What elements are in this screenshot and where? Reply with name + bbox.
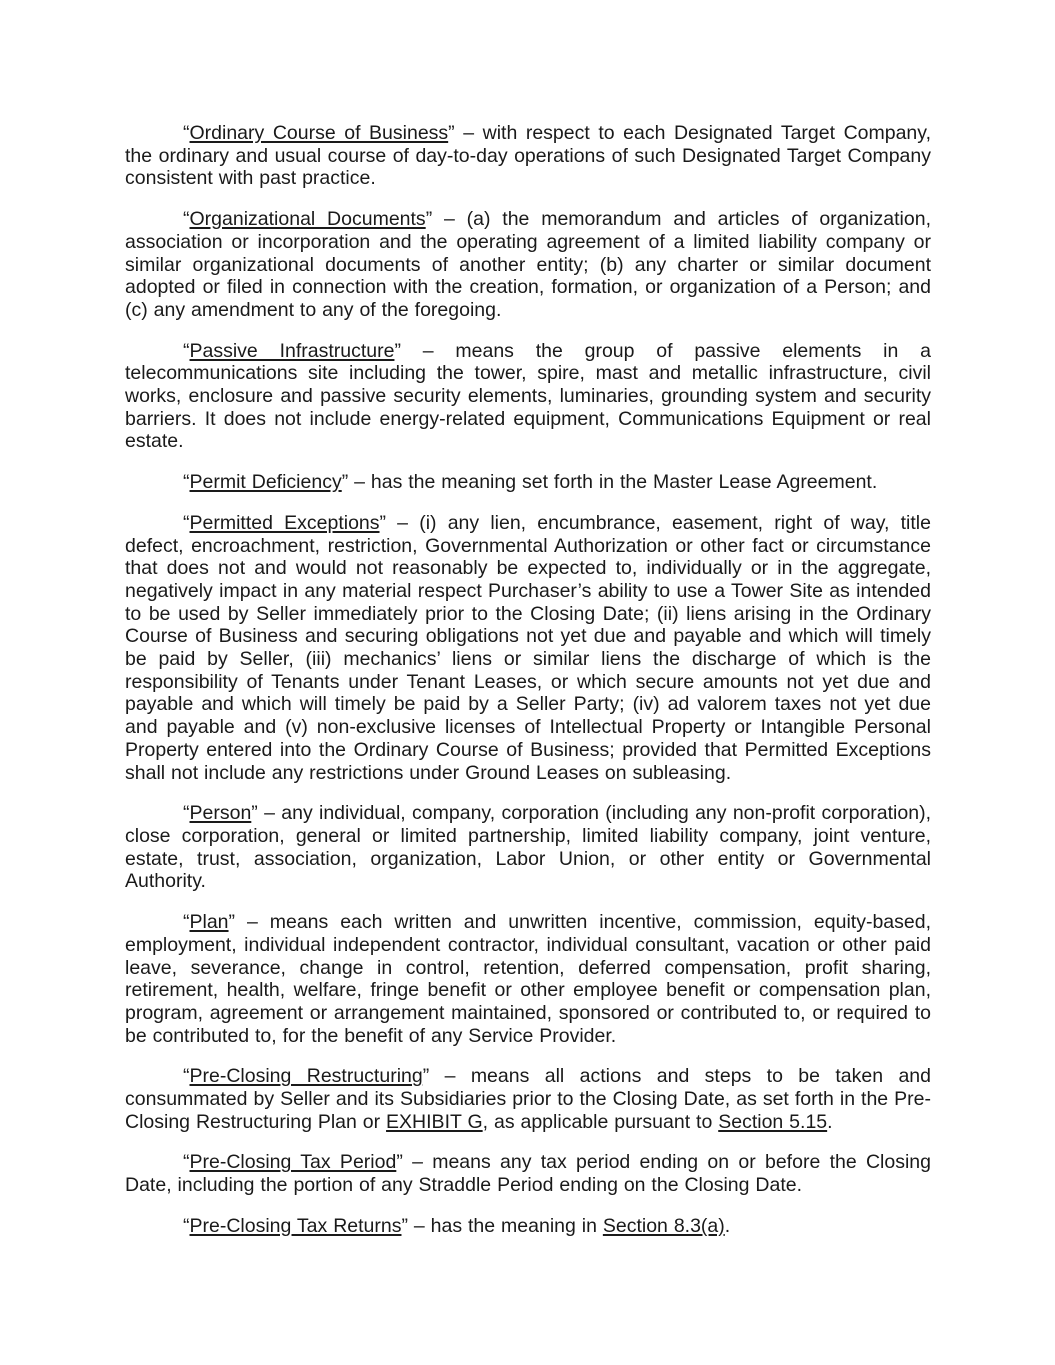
definition-paragraph	[125, 208, 931, 322]
definition-paragraph	[125, 1151, 931, 1196]
paragraph-text: ” – has the meaning set forth in the Master Lease Agreement.	[341, 471, 878, 494]
defined-term: Organizational Documents	[189, 208, 426, 231]
defined-term: Pre-Closing Tax Returns	[189, 1214, 402, 1237]
defined-term: Permitted Exceptions	[189, 511, 380, 534]
paragraph-text: “	[183, 1065, 190, 1088]
paragraph-text: “	[183, 122, 190, 144]
paragraph-text: .	[724, 1214, 731, 1237]
cross-reference: EXHIBIT G	[386, 1110, 483, 1133]
paragraph-text: ” – (i) any lien, encumbrance, easement, right of way, title defect, encroachment, restriction, Governmental Authorization or other fact or circumstance that does not and would not reasonably be expected to, individually or in the aggregate, negatively impact in any material respect Purchaser’s ability to use a Tower Site as intended to be used by Seller immediately prior to the Closing Date; (ii) liens arising in the Ordinary Course of Business and securing obligations not yet due and payable and which will timely be paid by Seller, (iii) mechanics’ liens or similar liens the discharge of which is the responsibility of Tenants under Tenant Leases, or which secure amounts not yet due and payable and which will timely be paid by a Seller Party; (iv) ad valorem taxes not yet due and payable and (v) non-exclusive licenses of Intellectual Property or Intangible Personal Property entered into the Ordinary Course of Business; provided that Permitted Exceptions shall not include any restrictions under Ground Leases on subleasing.	[125, 511, 931, 784]
defined-term: Ordinary Course of Business	[189, 122, 449, 144]
paragraph-text: ” – means any tax period ending on or before the Closing Date, including the portion of any Straddle Period ending on the Closing Date.	[125, 1151, 931, 1197]
paragraph-text: “	[183, 802, 190, 825]
paragraph-text: ” – has the meaning in	[401, 1214, 603, 1237]
paragraph-text: , as applicable pursuant to	[482, 1110, 719, 1133]
cross-reference: Section 5.15	[718, 1110, 828, 1133]
defined-term: Pre-Closing Tax Period	[189, 1151, 397, 1174]
paragraph-text: .	[827, 1110, 833, 1133]
definition-paragraph	[125, 1065, 931, 1133]
paragraph-text: ” – (a) the memorandum and articles of organization, association or incorporation and the operating agreement of a limited liability company or similar organizational documents of another entity; (b) any charter or similar document adopted or filed in connection with the creation, formation, or organization of a Person; and (c) any amendment to any of the foregoing.	[125, 208, 931, 321]
definition-paragraph	[125, 122, 931, 190]
paragraph-text: “	[183, 339, 190, 362]
defined-term: Person	[189, 802, 252, 825]
defined-term: Plan	[189, 911, 229, 934]
paragraph-text: “	[183, 471, 190, 494]
definition-paragraph	[125, 471, 931, 494]
defined-term: Passive Infrastructure	[189, 339, 395, 362]
document-body	[125, 122, 931, 1256]
paragraph-text: “	[183, 1151, 190, 1174]
paragraph-text: “	[183, 911, 190, 934]
definition-paragraph	[125, 802, 931, 893]
definition-paragraph	[125, 911, 931, 1047]
definition-paragraph	[125, 1215, 931, 1238]
paragraph-text: ” – means all actions and steps to be taken and consummated by Seller and its Subsidiaries prior to the Closing Date, as set forth in the Pre-Closing Restructuring Plan or	[125, 1065, 931, 1133]
paragraph-text: ” – any individual, company, corporation (including any non-profit corporation), close corporation, general or limited partnership, limited liability company, joint venture, estate, trust, association, organization, Labor Union, or other entity or Governmental Authority.	[125, 802, 931, 893]
paragraph-text: “	[183, 1214, 190, 1237]
paragraph-text: ” – means the group of passive elements in a telecommunications site including the tower, spire, mast and metallic infrastructure, civil works, enclosure and passive security elements, luminaries, grounding system and security barriers. It does not include energy-related equipment, Communications Equipment or real estate.	[125, 339, 931, 453]
defined-term: Pre-Closing Restructuring	[189, 1065, 423, 1088]
definition-paragraph	[125, 512, 931, 784]
paragraph-text: ” – means each written and unwritten incentive, commission, equity-based, employment, individual independent contractor, individual consultant, vacation or other paid leave, severance, change in control, retention, deferred compensation, profit sharing, retirement, health, welfare, fringe benefit or other employee benefit or compensation plan, program, agreement or arrangement maintained, sponsored or contributed to, or required to be contributed to, for the benefit of any Service Provider.	[125, 911, 931, 1047]
paragraph-text: “	[183, 511, 190, 534]
paragraph-text: “	[183, 208, 190, 231]
cross-reference: Section 8.3(a)	[602, 1214, 725, 1237]
paragraph-text: ” – with respect to each Designated Target Company, the ordinary and usual course of day-to-day operations of such Designated Target Company consistent with past practice.	[125, 122, 931, 190]
defined-term: Permit Deficiency	[189, 471, 342, 494]
definition-paragraph	[125, 340, 931, 454]
